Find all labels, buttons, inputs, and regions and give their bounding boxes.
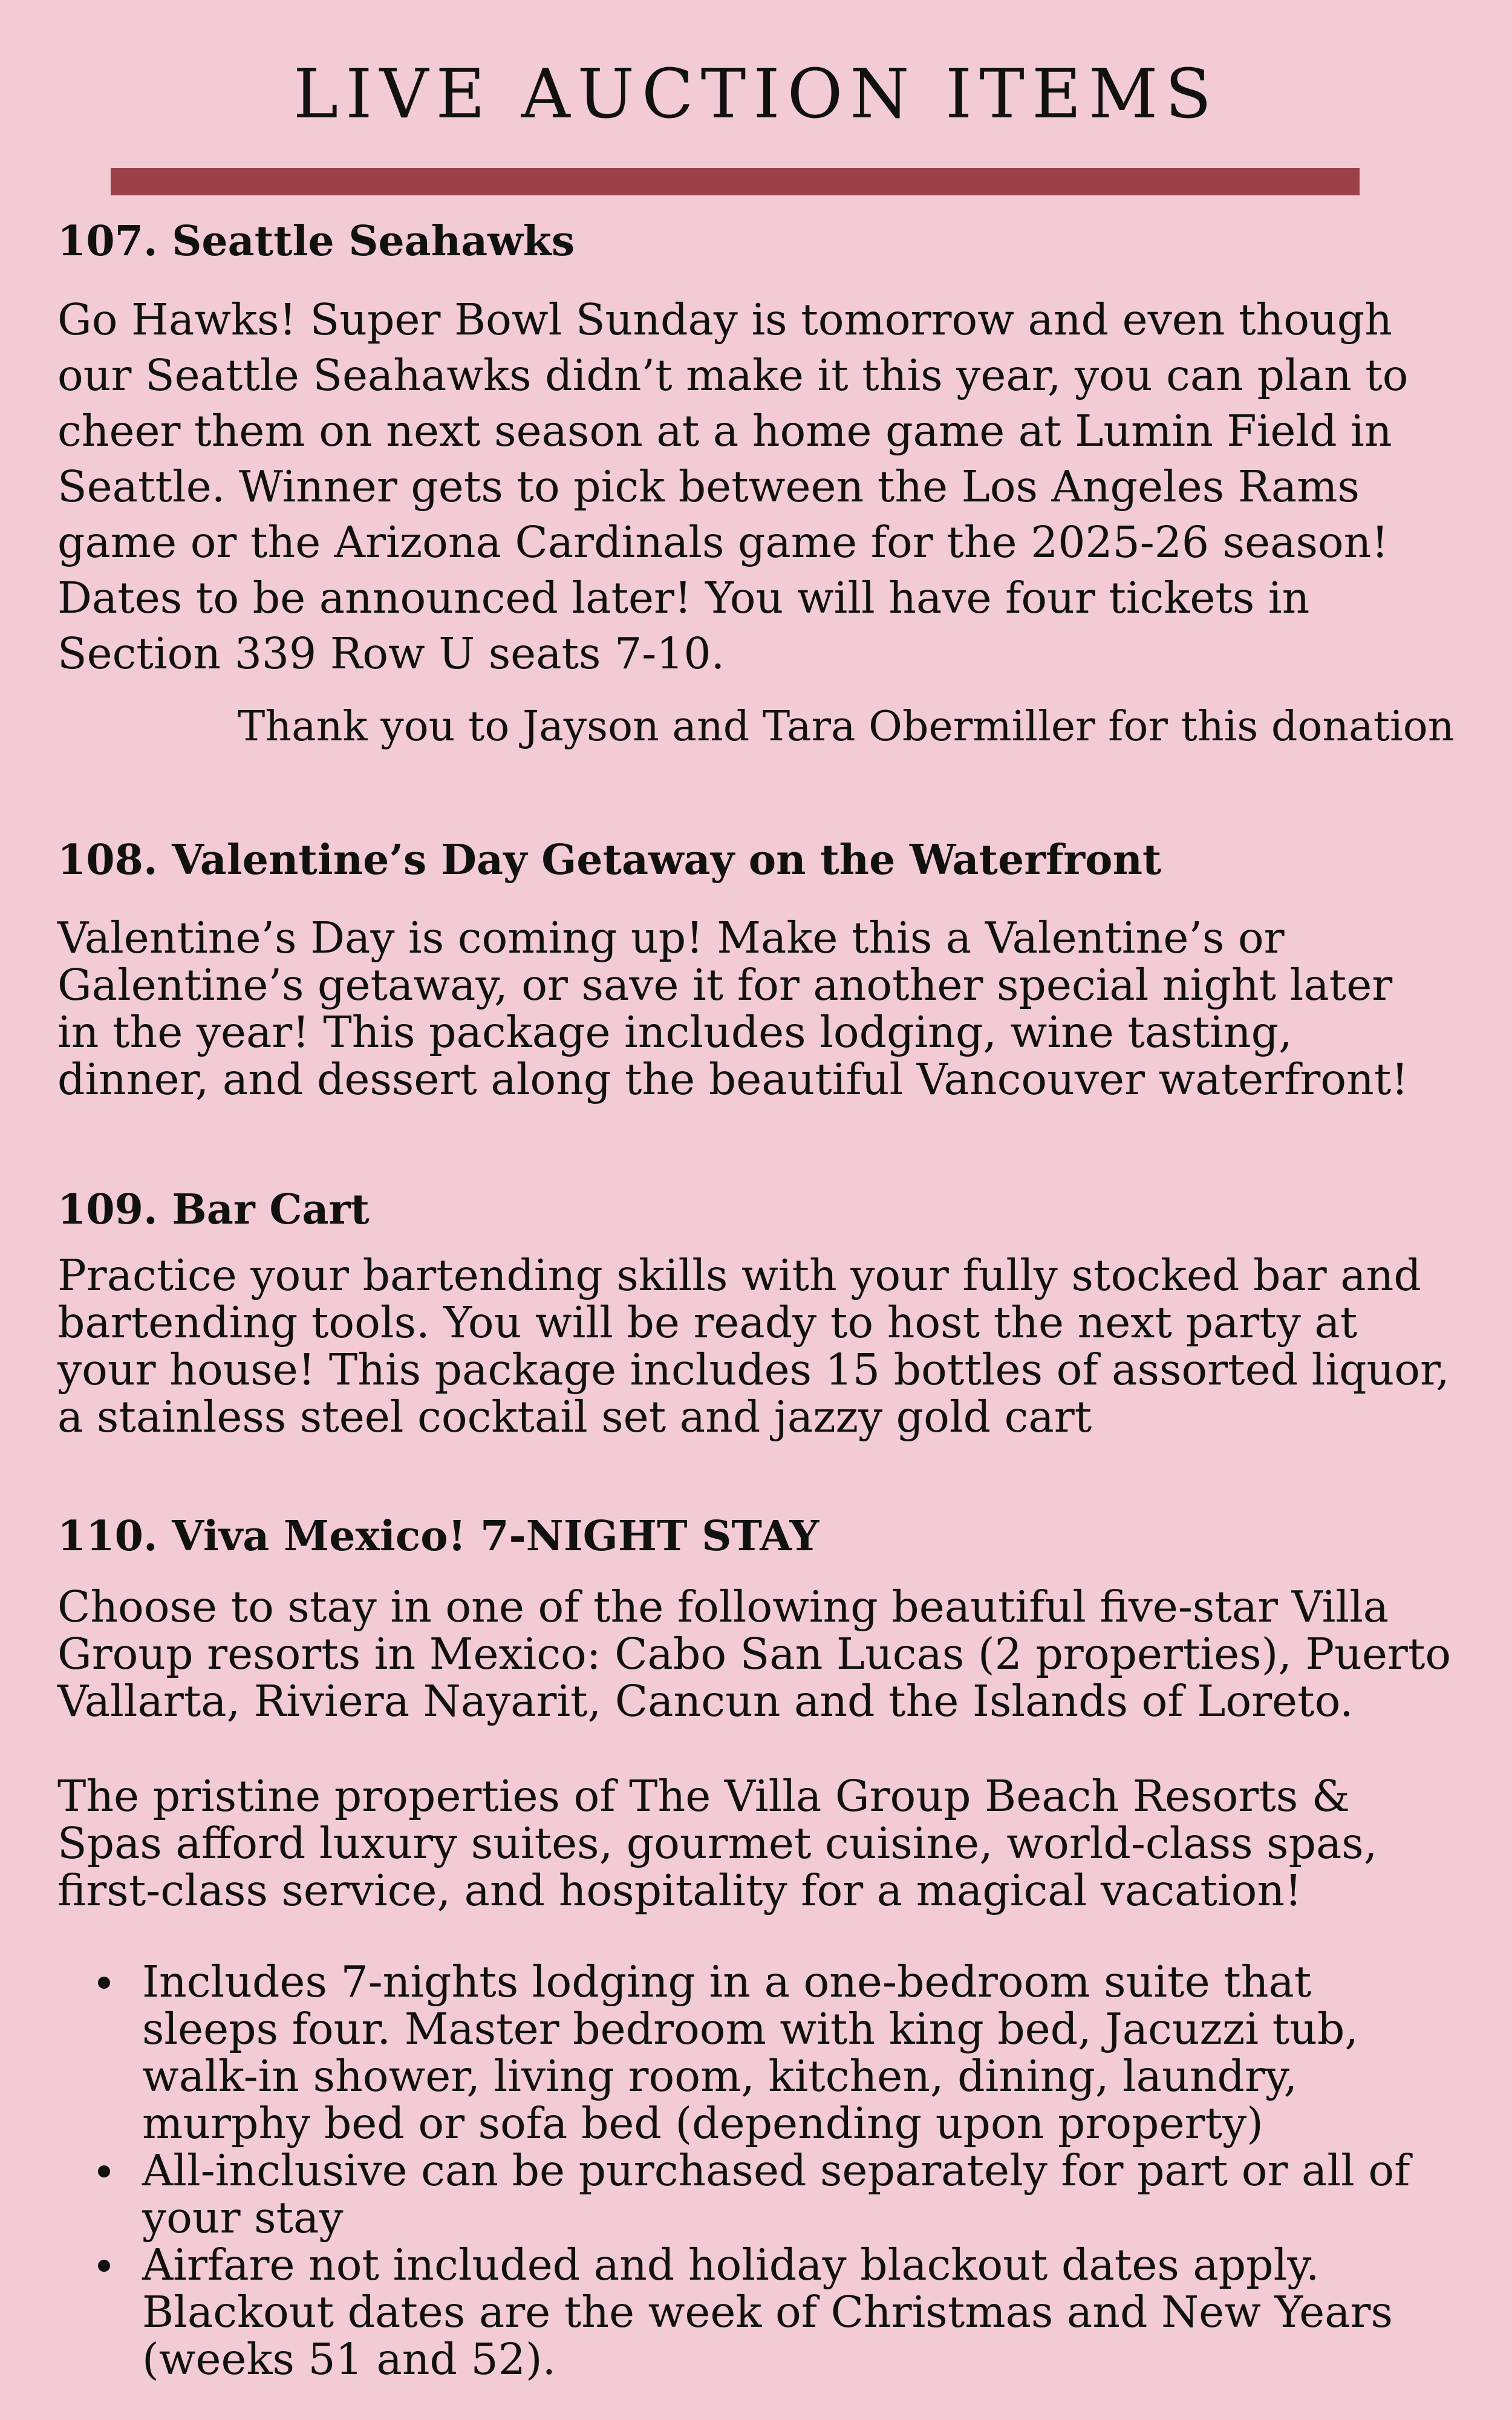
bullet-line: walk-in shower, living room, kitchen, dining, laundry,: [142, 2051, 1298, 2101]
bullet-item: [57, 1959, 1473, 2147]
description-line: Vallarta, Riviera Nayarit, Cancun and the Islands of Loreto.: [57, 1676, 1354, 1726]
bullet-item: [57, 2242, 1473, 2383]
description-line: Go Hawks! Super Bowl Sunday is tomorrow and even though: [57, 295, 1392, 345]
description-line: your house! This package includes 15 bottles of assorted liquor,: [57, 1345, 1450, 1395]
bullet-icon: [98, 1977, 110, 1989]
item-110-details: [57, 1773, 1473, 1914]
donor-thanks: Thank you to Jayson and Tara Obermiller for this donation: [238, 703, 1455, 751]
description-line: Section 339 Row U seats 7-10.: [57, 628, 725, 679]
description-line: a stainless steel cocktail set and jazzy gold cart: [57, 1392, 1092, 1442]
bullet-line: Blackout dates are the week of Christmas and New Years: [142, 2287, 1393, 2337]
description-line: Spas afford luxury suites, gourmet cuisine, world-class spas,: [57, 1818, 1378, 1868]
title-divider: [111, 168, 1360, 195]
description-line: first-class service, and hospitality for a magical vacation!: [57, 1865, 1302, 1916]
description-line: cheer them on next season at a home game at Lumin Field in: [57, 406, 1392, 456]
description-line: in the year! This package includes lodging, wine tasting,: [57, 1007, 1292, 1057]
bullet-item: [57, 2147, 1473, 2242]
description-line: Choose to stay in one of the following beautiful five-star Villa: [57, 1582, 1389, 1632]
bullet-line: Includes 7-nights lodging in a one-bedroom suite that: [142, 1957, 1312, 2007]
description-line: The pristine properties of The Villa Group Beach Resorts &: [57, 1771, 1350, 1821]
item-107-description: [57, 292, 1473, 682]
description-line: bartending tools. You will be ready to host the next party at: [57, 1297, 1358, 1348]
bullet-line: sleeps four. Master bedroom with king bed, Jacuzzi tub,: [142, 2004, 1358, 2054]
item-108-heading: 108. Valentine’s Day Getaway on the Waterfront: [57, 836, 1162, 884]
description-line: dinner, and dessert along the beautiful Vancouver waterfront!: [57, 1054, 1409, 1104]
item-107-heading: 107. Seattle Seahawks: [57, 217, 575, 266]
item-110-bullet-list: [57, 1959, 1473, 2383]
bullet-line: Airfare not included and holiday blackout dates apply.: [142, 2240, 1320, 2290]
bullet-line: murphy bed or sofa bed (depending upon property): [142, 2098, 1263, 2148]
item-110-heading: 110. Viva Mexico! 7-NIGHT STAY: [57, 1512, 820, 1561]
bullet-line: (weeks 51 and 52).: [142, 2334, 556, 2384]
item-109-description: [57, 1252, 1473, 1441]
bullet-icon: [98, 2165, 110, 2177]
description-line: Seattle. Winner gets to pick between the Los Angeles Rams: [57, 461, 1360, 512]
item-108-description: [57, 915, 1473, 1103]
page-title: LIVE AUCTION ITEMS: [293, 55, 1219, 134]
bullet-line: your stay: [142, 2193, 344, 2243]
description-line: Valentine’s Day is coming up! Make this a Valentine’s or: [57, 913, 1285, 963]
description-line: our Seattle Seahawks didn’t make it this year, you can plan to: [57, 350, 1409, 400]
item-109-heading: 109. Bar Cart: [57, 1186, 370, 1234]
bullet-icon: [98, 2260, 110, 2272]
description-line: Group resorts in Mexico: Cabo San Lucas (2 properties), Puerto: [57, 1629, 1452, 1679]
description-line: Galentine’s getaway, or save it for another special night later: [57, 960, 1393, 1010]
description-line: Practice your bartending skills with your fully stocked bar and: [57, 1250, 1421, 1300]
description-line: game or the Arizona Cardinals game for the 2025-26 season!: [57, 517, 1389, 567]
item-110-intro: [57, 1583, 1473, 1725]
description-line: Dates to be announced later! You will have four tickets in: [57, 573, 1310, 623]
bullet-line: All-inclusive can be purchased separately for part or all of: [142, 2145, 1410, 2196]
